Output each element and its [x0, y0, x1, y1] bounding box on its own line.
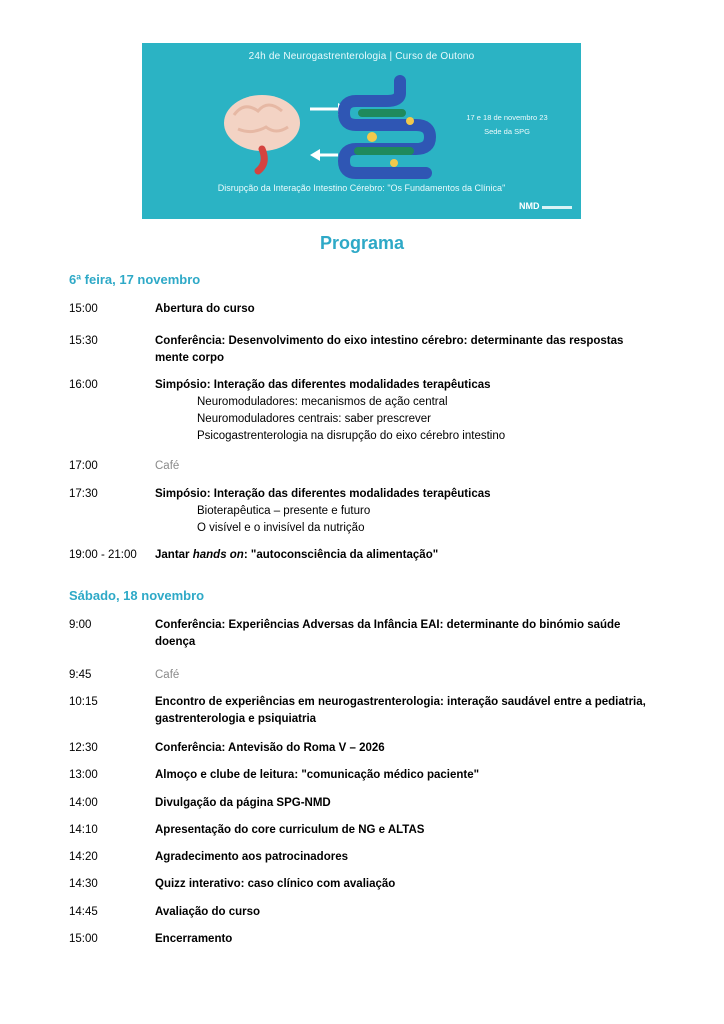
item-time: 13:00	[69, 769, 98, 781]
item-title: Conferência: Antevisão do Roma V – 2026	[155, 742, 385, 754]
item-time: 14:45	[69, 906, 98, 918]
item-title: Simpósio: Interação das diferentes modalidades terapêuticas	[155, 379, 491, 391]
item-time: 12:30	[69, 742, 98, 754]
intestine-icon	[344, 81, 430, 173]
item-time: 14:00	[69, 797, 98, 809]
item-title	[155, 547, 655, 564]
brain-icon	[224, 95, 300, 171]
item-title: Divulgação da página SPG-NMD	[155, 797, 331, 809]
item-time: 17:00	[69, 460, 98, 472]
banner-date: 17 e 18 de novembro 23	[466, 113, 548, 122]
item-title: Almoço e clube de leitura: "comunicação médico paciente"	[155, 769, 480, 781]
item-title: Café	[155, 460, 180, 472]
item-time: 17:30	[69, 488, 98, 500]
item-title: Abertura do curso	[155, 303, 255, 315]
item-title: Conferência: Experiências Adversas da Infância EAI: determinante do binómio saúde doença	[155, 619, 621, 648]
item-title-emphasis: hands on	[192, 549, 244, 561]
item-block	[155, 486, 655, 537]
page-title: Programa	[319, 233, 405, 253]
item-block	[155, 377, 655, 445]
item-time: 19:00 - 21:00	[69, 549, 137, 561]
item-title: Café	[155, 669, 180, 681]
item-title: Avaliação do curso	[155, 906, 261, 918]
event-banner	[142, 43, 581, 219]
item-title: Encontro de experiências em neurogastrenterologia: interação saudável entre a pediatria, gastrenterologia e psiquiatria	[155, 696, 646, 725]
sub-item: Neuromoduladores: mecanismos de ação central	[197, 396, 448, 408]
arrow-left-icon	[310, 149, 338, 161]
banner-venue: Sede da SPG	[484, 127, 530, 136]
item-time: 14:10	[69, 824, 98, 836]
banner-dates	[452, 111, 562, 139]
nmd-logo: NMD	[519, 201, 540, 211]
item-title-end: : "autoconsciência da alimentação"	[243, 549, 439, 561]
item-time: 15:00	[69, 303, 98, 315]
day-heading-friday: 6ª feira, 17 novembro	[69, 272, 201, 287]
item-time: 15:30	[69, 335, 98, 347]
sub-item: O visível e o invisível da nutrição	[197, 522, 365, 534]
item-time: 9:45	[69, 669, 92, 681]
item-time: 14:30	[69, 878, 98, 890]
sub-item: Neuromoduladores centrais: saber prescrever	[197, 413, 431, 425]
item-time: 14:20	[69, 851, 98, 863]
sub-item: Bioterapêutica – presente e futuro	[197, 505, 371, 517]
sub-item: Psicogastrenterologia na disrupção do eixo cérebro intestino	[197, 430, 506, 442]
item-time: 16:00	[69, 379, 98, 391]
item-title: Simpósio: Interação das diferentes modalidades terapêuticas	[155, 488, 491, 500]
item-title: Apresentação do core curriculum de NG e ALTAS	[155, 824, 425, 836]
item-time: 9:00	[69, 619, 92, 631]
day-heading-saturday: Sábado, 18 novembro	[69, 588, 205, 603]
item-title: Conferência: Desenvolvimento do eixo intestino cérebro: determinante das respostas mente corpo	[155, 335, 624, 364]
item-title-start: Jantar	[155, 549, 193, 561]
item-title: Agradecimento aos patrocinadores	[155, 851, 348, 863]
item-time: 10:15	[69, 696, 98, 708]
banner-title: 24h de Neurogastrenterologia | Curso de Outono	[248, 51, 475, 62]
logo-tagline-bar	[542, 206, 572, 209]
item-title: Encerramento	[155, 933, 233, 945]
banner-subtitle: Disrupção da Interação Intestino Cérebro: "Os Fundamentos da Clínica"	[217, 183, 506, 193]
item-title: Quizz interativo: caso clínico com avaliação	[155, 878, 396, 890]
item-time: 15:00	[69, 933, 98, 945]
